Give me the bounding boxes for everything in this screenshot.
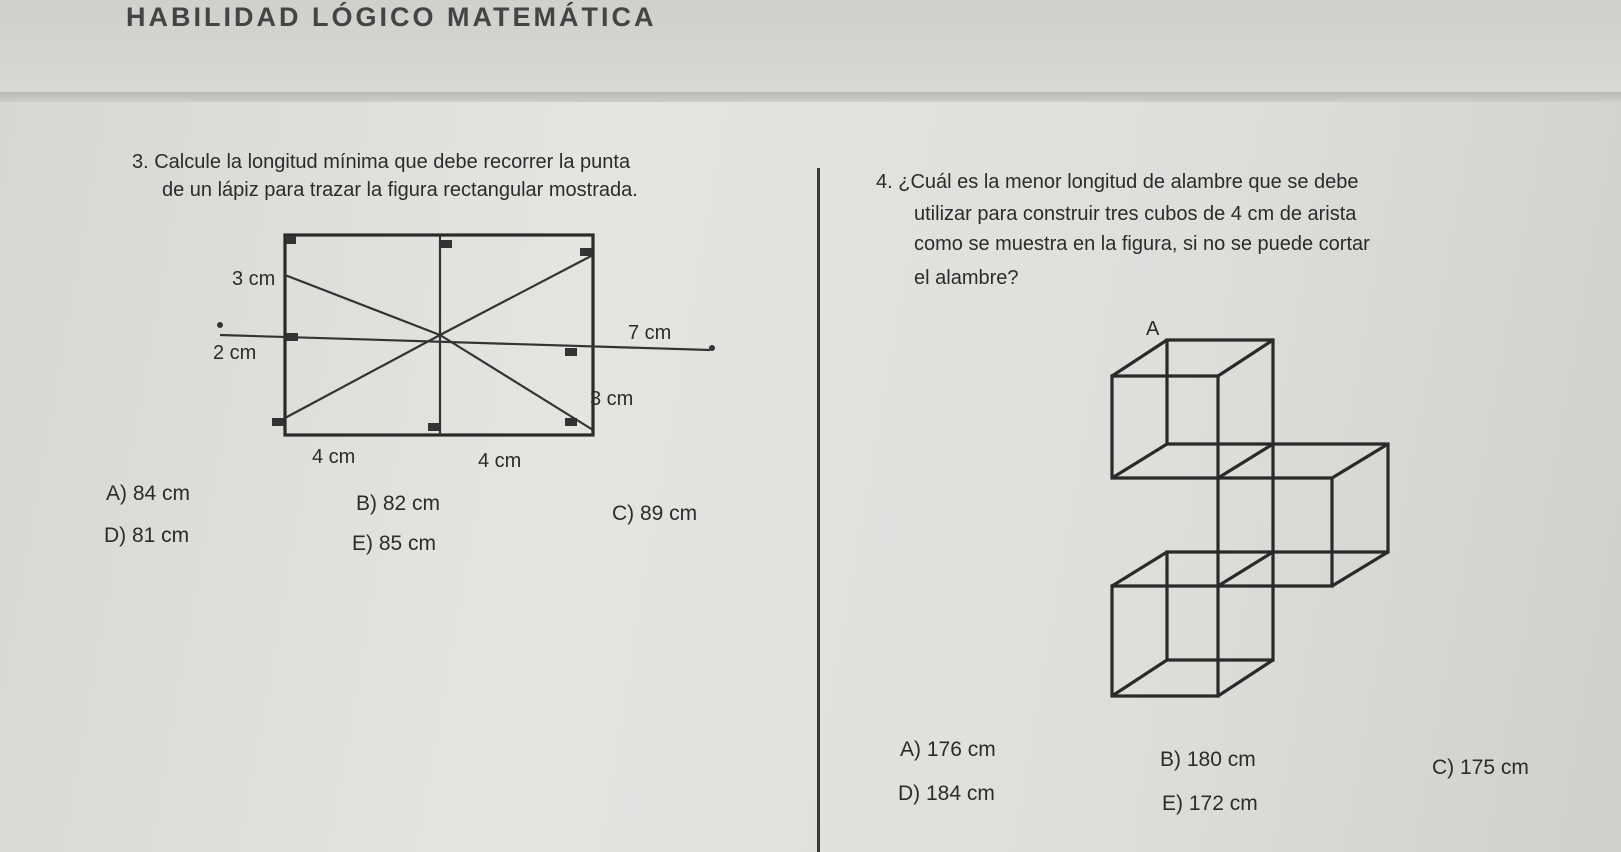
dim-label-4cm-left: 4 cm [312,446,356,468]
dim-label-2cm: 2 cm [213,342,257,364]
q3-option-e: E) 85 cm [352,532,437,555]
q3-option-b: B) 82 cm [356,492,441,515]
dim-label-3cm-right: 3 cm [590,388,634,410]
q3-statement-line1: 3. Calcule la longitud mínima que debe recorrer la punta [132,151,631,173]
q4-statement-line3: como se muestra en la figura, si no se puede cortar [914,233,1370,255]
q4-statement-line4: el alambre? [914,267,1019,289]
q3-option-c: C) 89 cm [612,502,698,525]
cube-middle [1218,444,1388,586]
q3-option-a: A) 84 cm [106,482,191,505]
q4-option-d: D) 184 cm [898,782,995,805]
q4-option-a: A) 176 cm [900,738,996,761]
dim-label-3cm-top: 3 cm [232,268,276,290]
q3-statement-line2: de un lápiz para trazar la figura rectangular mostrada. [162,179,638,201]
cube-top [1112,340,1273,478]
section-title: HABILIDAD LÓGICO MATEMÁTICA [126,2,657,32]
q4-option-b: B) 180 cm [1160,748,1256,771]
q4-statement-line1: 4. ¿Cuál es la menor longitud de alambre que se debe [876,171,1359,193]
q4-statement-line2: utilizar para construir tres cubos de 4 cm de arista [914,203,1357,225]
q4-option-c: C) 175 cm [1432,756,1529,779]
point-label-a: A [1146,318,1160,340]
cube-bottom [1112,552,1273,696]
q3-option-d: D) 81 cm [104,524,190,547]
dim-label-4cm-right: 4 cm [478,450,522,472]
q4-option-e: E) 172 cm [1162,792,1258,815]
dim-label-7cm: 7 cm [628,322,672,344]
